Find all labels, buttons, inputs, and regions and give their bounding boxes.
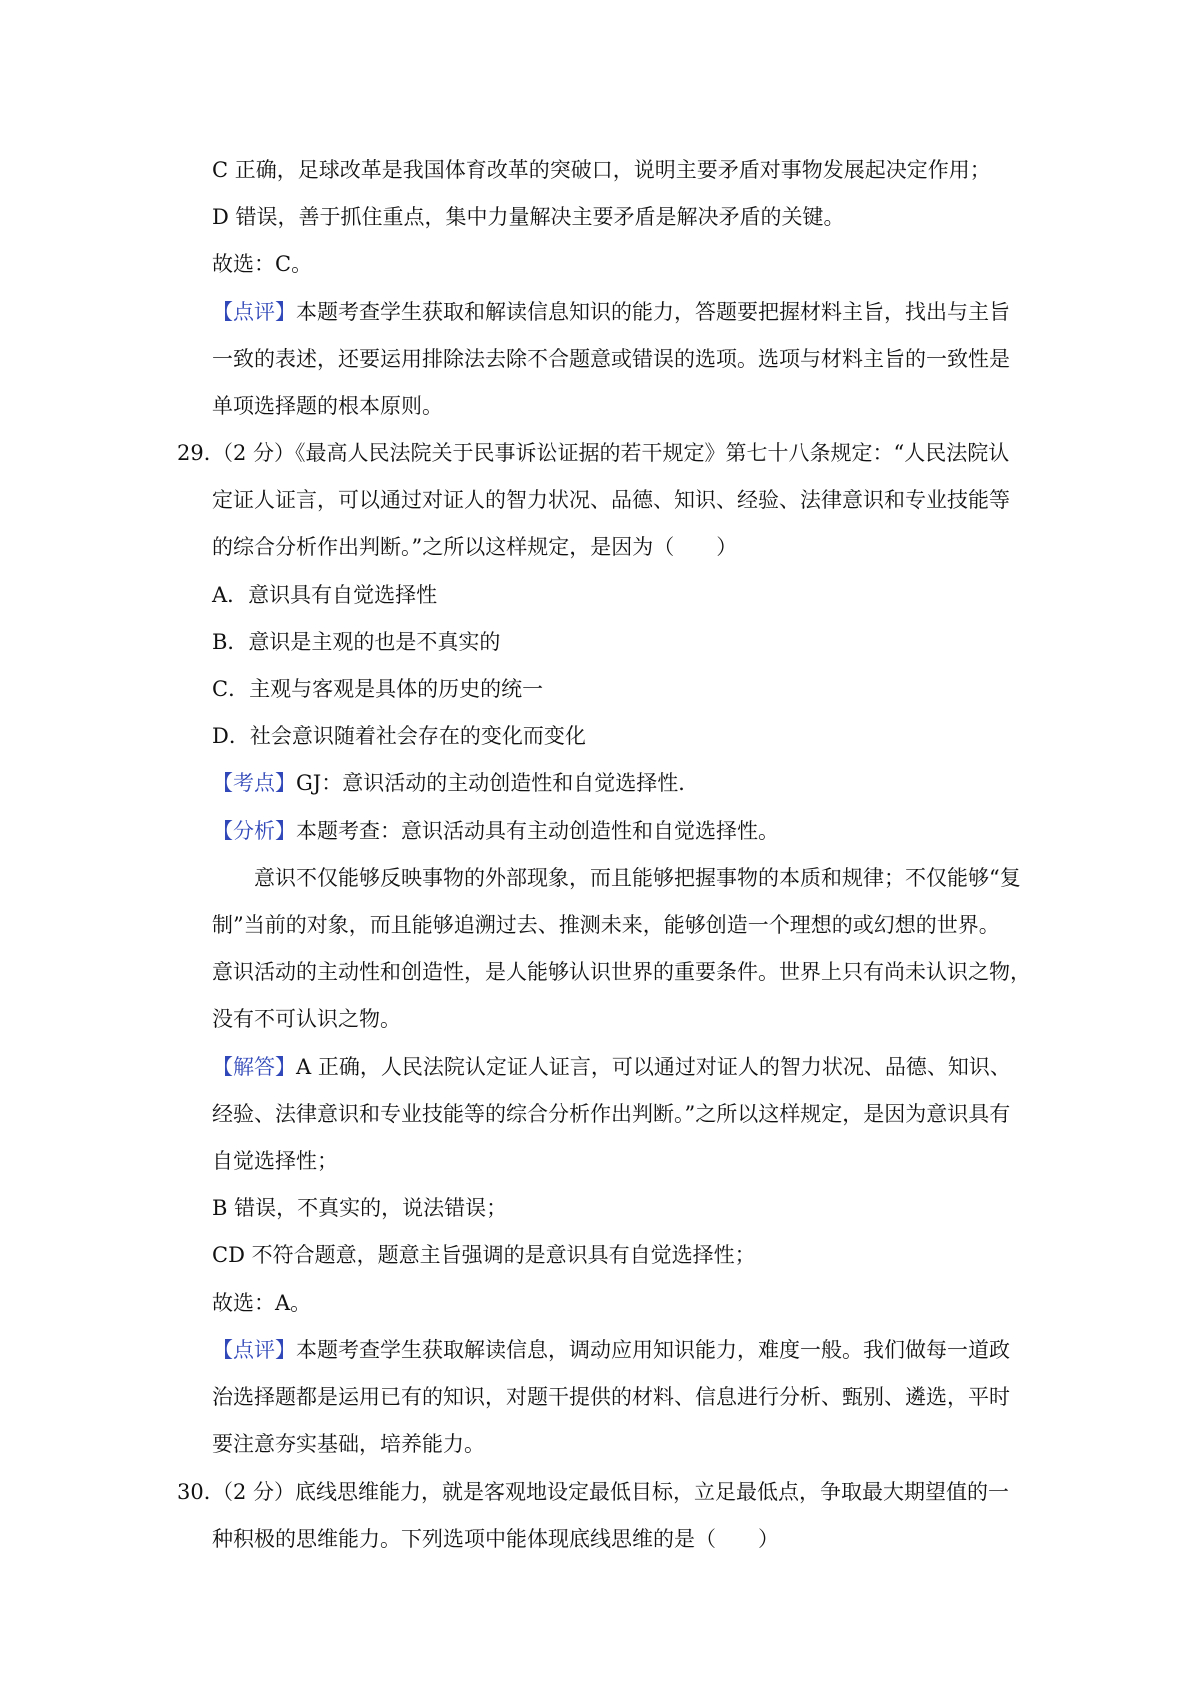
analysis-line: 没有不可认识之物。 — [212, 1007, 401, 1031]
answer-line: 故选：A。 — [212, 1291, 312, 1315]
question-stem: （2 分）《最高人民法院关于民事诉讼证据的若干规定》第七十八条规定：“人民法院认 — [212, 441, 1010, 465]
analysis-line: 意识不仅能够反映事物的外部现象，而且能够把握事物的本质和规律；不仅能够“复 — [254, 866, 1021, 890]
question-number: 29． — [177, 441, 225, 465]
dianping-line — [212, 1336, 1010, 1364]
dianping-tag: 【点评】 — [212, 1338, 296, 1362]
text-line: 一致的表述，还要运用排除法去除不合题意或错误的选项。选项与材料主旨的一致性是 — [212, 347, 1010, 371]
answer-line: CD 不符合题意，题意主旨强调的是意识具有自觉选择性； — [212, 1243, 756, 1267]
review-tag: 【点评】 — [212, 300, 296, 324]
analysis-line: 意识活动的主动性和创造性，是人能够认识世界的重要条件。世界上只有尚未认识之物， — [212, 960, 1031, 984]
question-stem: 种积极的思维能力。下列选项中能体现底线思维的是（ ） — [212, 1527, 779, 1551]
answer-line: 经验、法律意识和专业技能等的综合分析作出判断。”之所以这样规定，是因为意识具有 — [212, 1102, 1011, 1126]
option-b: B．意识是主观的也是不真实的 — [212, 630, 501, 654]
jieda-text: A 正确，人民法院认定证人证言，可以通过对证人的智力状况、品德、知识、 — [296, 1055, 1011, 1079]
jieda-tag: 【解答】 — [212, 1055, 296, 1079]
question-stem: （2 分）底线思维能力，就是客观地设定最低目标，立足最低点，争取最大期望值的一 — [212, 1480, 1010, 1504]
question-number: 30． — [177, 1480, 225, 1504]
fenxi-text: 本题考查：意识活动具有主动创造性和自觉选择性。 — [296, 819, 779, 843]
question-stem: 定证人证言，可以通过对证人的智力状况、品德、知识、经验、法律意识和专业技能等 — [212, 488, 1010, 512]
kaodian-tag: 【考点】 — [212, 771, 296, 795]
review-line: 要注意夯实基础，培养能力。 — [212, 1432, 485, 1456]
analysis-line: 制”当前的对象，而且能够追溯过去、推测未来，能够创造一个理想的或幻想的世界。 — [212, 913, 1000, 937]
jieda-line — [212, 1053, 1011, 1081]
dianping-text: 本题考查学生获取解读信息，调动应用知识能力，难度一般。我们做每一道政 — [296, 1338, 1010, 1362]
text-line: 故选：C。 — [212, 252, 313, 276]
review-line — [212, 298, 1010, 326]
review-text: 本题考查学生获取和解读信息知识的能力，答题要把握材料主旨，找出与主旨 — [296, 300, 1010, 324]
kaodian-text: GJ：意识活动的主动创造性和自觉选择性． — [296, 771, 700, 795]
answer-line: 自觉选择性； — [212, 1149, 338, 1173]
question-stem: 的综合分析作出判断。”之所以这样规定，是因为（ ） — [212, 535, 738, 559]
option-d: D．社会意识随着社会存在的变化而变化 — [212, 724, 586, 748]
fenxi-line — [212, 817, 779, 845]
option-c: C．主观与客观是具体的历史的统一 — [212, 677, 544, 701]
kaodian-line — [212, 769, 699, 797]
review-line: 治选择题都是运用已有的知识，对题干提供的材料、信息进行分析、甄别、遴选，平时 — [212, 1385, 1010, 1409]
answer-line: B 错误，不真实的，说法错误； — [212, 1196, 508, 1220]
option-a: A．意识具有自觉选择性 — [212, 583, 438, 607]
fenxi-tag: 【分析】 — [212, 819, 296, 843]
text-line: 单项选择题的根本原则。 — [212, 394, 443, 418]
text-line: D 错误，善于抓住重点，集中力量解决主要矛盾是解决矛盾的关键。 — [212, 205, 845, 229]
text-line: C 正确，足球改革是我国体育改革的突破口，说明主要矛盾对事物发展起决定作用； — [212, 158, 991, 182]
